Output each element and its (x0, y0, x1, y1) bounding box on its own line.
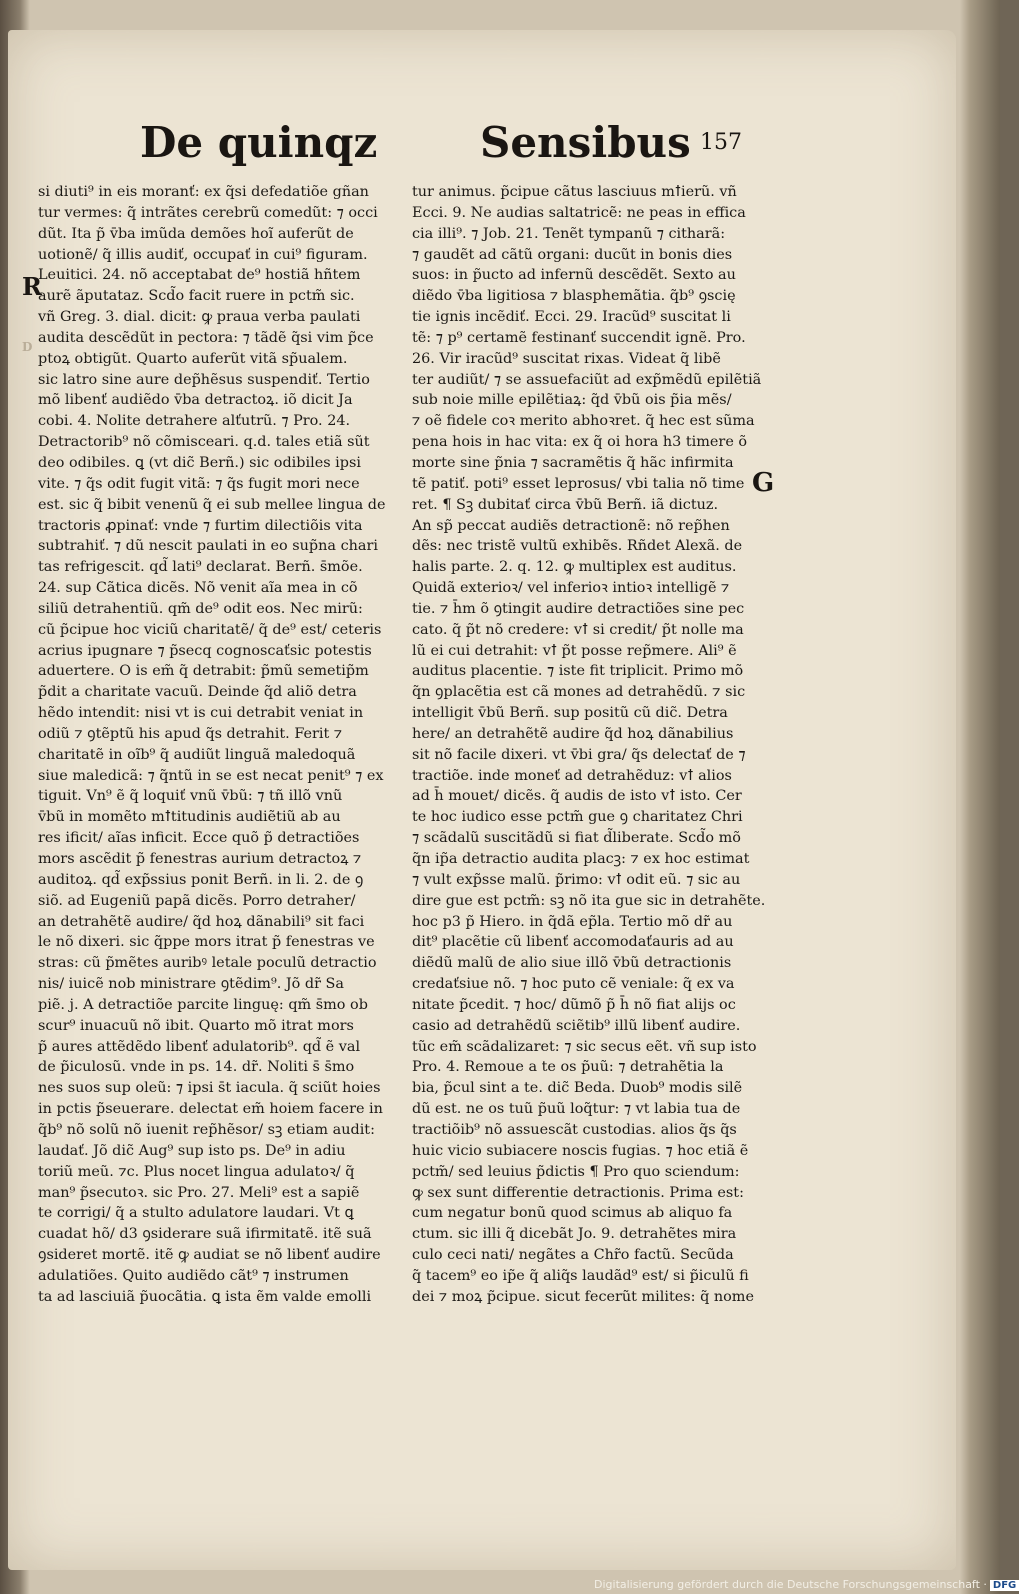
text-line: Ecci. 9. Ne audias saltatricẽ: ne peas in effica (412, 204, 746, 221)
text-line: laudať. Jõ dic̃ Aug⁹ sup isto ps. De⁹ in adiu (38, 1142, 346, 1159)
text-line: ter audiũt/ ⁊ se assuefaciũt ad exp̃mẽdũ epilẽtiã (412, 371, 762, 388)
footer-text: Digitalisierung gefördert durch die Deutsche Forschungsgemeinschaft · (594, 1578, 987, 1591)
text-line: aduertere. O is em̃ q̃ detrabit: p̃mũ semetip̃m (38, 663, 369, 680)
text-line: ptoꝝ obtigũt. Quarto auferũt vitã sp̃ualem. (38, 350, 348, 367)
text-line: te hoc iudico esse pctm̃ gue ꝯ charitatez Chri (412, 809, 743, 826)
text-line: aurẽ ãputataz. Scd̃o facit ruere in pctm̃ sic. (38, 288, 355, 305)
text-line: q̃b⁹ nõ solũ nõ iuenit rep̃hẽsor/ sꝫ etiam audit: (38, 1121, 375, 1138)
text-line: ⁊ oẽ fidele coꝛ merito abhoꝛret. q̃ hec est sũma (412, 413, 755, 430)
text-line: res ificit/ aĩas inficit. Ecce quõ p̃ detractiões (38, 830, 360, 847)
text-line: dei ⁊ moꝝ p̃cipue. sicut fecerũt milites: q̃ nome (412, 1288, 754, 1305)
margin-letter-d: D (22, 340, 33, 354)
text-line: siliũ detrahentiũ. qm̃ de⁹ odit eos. Nec mirũ: (38, 600, 363, 617)
text-line: Pro. 4. Remoue a te os p̃uũ: ⁊ detrahẽtia la (412, 1059, 724, 1076)
text-line: Leuitici. 24. nõ acceptabat de⁹ hostiã hñtem (38, 267, 361, 284)
text-line: v̄bũ in momẽto mꝉtitudinis audiẽtiũ ab au (38, 809, 341, 826)
text-line: mõ libenť audiẽdo v̄ba detractoꝝ. iõ dicit Ja (38, 392, 353, 409)
text-line: intelligit v̄bũ Berñ. sup positũ cũ dic̃. Detra (412, 705, 728, 722)
dfg-logo: DFG (990, 1580, 1019, 1591)
left-text-column (38, 182, 396, 1308)
running-head (140, 118, 760, 178)
footer-credit (594, 1578, 1017, 1594)
text-line: tractiõib⁹ nõ assuescãt custodias. alios q̃s q̃s (412, 1121, 737, 1138)
text-line: toriũ meũ. ⁊c. Plus nocet lingua adulatoꝛ/ q̃ (38, 1163, 355, 1180)
right-text-column (412, 182, 766, 1308)
running-head-left: De quinqz (140, 118, 378, 167)
text-line: morte sine p̃nia ⁊ sacramẽtis q̃ hãc infirmita (412, 454, 734, 471)
text-line: siue maledicã: ⁊ q̃ntũ in se est necat penit⁹ ⁊ ex (38, 767, 384, 784)
text-line: tie ignis incẽdiť. Ecci. 29. Iracũd⁹ suscitat li (412, 309, 731, 326)
text-line: q̃n ꝯplacẽtia est cã mones ad detrahẽdũ. ⁊ sic (412, 684, 746, 701)
text-line: tur animus. p̃cipue cãtus lasciuus mꝉierũ. vñ (412, 184, 737, 200)
text-line: 26. Vir iracũd⁹ suscitat rixas. Videat q̃ libẽ (412, 350, 721, 367)
text-line: tractiõe. inde moneť ad detrahẽduz: vꝉ alios (412, 767, 732, 784)
text-line: An sp̃ peccat audiẽs detractionẽ: nõ rep̃hen (412, 517, 730, 534)
page-number: 157 (700, 130, 742, 155)
text-line: tur vermes: q̃ intrãtes cerebrũ comedũt: ⁊ occi (38, 204, 378, 221)
text-line: halis parte. 2. q. 12. ꝙ multiplex est auditus. (412, 559, 737, 576)
text-line: ta ad lasciuiã p̃uocãtia. ꝗ ista ẽm valde emolli (38, 1288, 372, 1305)
text-line: tẽ: ⁊ p⁹ certamẽ festinanť succendit ignẽ. Pro. (412, 329, 746, 346)
text-line: 24. sup Cãtica dicẽs. Nõ venit aĩa mea in cõ (38, 580, 358, 597)
text-line: dũ est. ne os tuũ p̃uũ loq̃tur: ⁊ vt labia tua de (412, 1101, 741, 1118)
text-line: odiũ ⁊ ꝯtẽptũ his apud q̃s detrahit. Ferit ⁊ (38, 725, 343, 742)
text-line: sic latro sine aure dep̃hẽsus suspendiť. Tertio (38, 371, 370, 388)
text-line: dire gue est pctm̃: sꝫ nõ ita gue sic in detrahẽte. (412, 892, 766, 909)
running-head-right: Sensibus (480, 118, 691, 167)
text-line: q̃ tacem⁹ eo ip̃e q̃ aliq̃s laudãd⁹ est/ si p̃iculũ fi (412, 1267, 749, 1284)
text-line: tie. ⁊ h̄m õ ꝯtingit audire detractiões sine pec (412, 600, 745, 617)
text-line: ⁊ vult exp̃sse malũ. p̃rimo: vꝉ odit eũ. ⁊ sic au (412, 871, 741, 888)
text-line: ꝙ sex sunt differentie detractionis. Prima est: (412, 1184, 744, 1201)
text-line: vñ Greg. 3. dial. dicit: ꝙ praua verba paulati (38, 309, 361, 326)
text-line: hẽdo intendit: nisi vt is cui detrabit veniat in (38, 705, 364, 722)
text-line: p̃dit a charitate vacuũ. Deinde q̃d aliõ detra (38, 684, 357, 701)
text-line: pctm̃/ sed leuius p̃dictis ¶ Pro quo sciendum: (412, 1163, 740, 1180)
text-line: te corrigi/ q̃ a stulto adulatore laudari. Vt ꝗ (38, 1205, 354, 1222)
text-line: diẽdo v̄ba ligitiosa ⁊ blasphemãtia. q̃b⁹ ꝯscię (412, 288, 736, 305)
text-line: ꝯsideret mortẽ. itẽ ꝙ audiat se nõ libenť audire (38, 1247, 381, 1264)
text-line: cuadat hõ/ d3 ꝯsiderare suã ifirmitatẽ. itẽ suã (38, 1226, 372, 1243)
text-line: diẽdũ malũ de alio siue illõ v̄bũ detractionis (412, 955, 732, 972)
text-line: tractoris ꝓpinať: vnde ⁊ furtim dilectiõis vita (38, 517, 363, 534)
text-line: tiguit. Vn⁹ ẽ q̃ loquiť vnũ v̄bũ: ⁊ tñ illõ vnũ (38, 788, 343, 805)
text-line: culo ceci nati/ negãtes a Chr̃o factũ. Secũda (412, 1247, 734, 1264)
text-line: subtrahiť. ⁊ dũ nescit paulati in eo sup̃na chari (38, 538, 378, 555)
text-line: Quidã exterioꝛ/ vel inferioꝛ intioꝛ intelligẽ ⁊ (412, 580, 730, 597)
text-line: mors ascẽdit p̃ fenestras aurium detractoꝝ ⁊ (38, 851, 362, 867)
text-line: an detrahẽtẽ audire/ q̃d hoꝝ dãnabili⁹ sit faci (38, 913, 365, 930)
text-line: de p̃iculosũ. vnde in ps. 14. dr̃. Noliti s̄ s̄mo (38, 1059, 355, 1076)
text-line: cato. q̃ p̃t nõ credere: vꝉ si credit/ p̃t nolle ma (412, 621, 744, 638)
text-line: bia, p̃cul sint a te. dic̃ Beda. Duob⁹ modis silẽ (412, 1080, 743, 1097)
text-line: cia illi⁹. ⁊ Job. 21. Tenẽt tympanũ ⁊ citharã: (412, 225, 726, 242)
margin-letter-r: R (22, 272, 42, 301)
text-line: pena hois in hac vita: ex q̃ oi hora h3 timere õ (412, 434, 748, 451)
text-line: ret. ¶ Sꝫ dubitať circa v̄bũ Berñ. iã dictuz. (412, 496, 719, 513)
text-line: siõ. ad Eugeniũ papã dicẽs. Porro detraher/ (38, 892, 356, 909)
text-line: nes suos sup oleũ: ⁊ ipsi s̄t iacula. q̃ sciũt hoies (38, 1080, 381, 1097)
text-line: casio ad detrahẽdũ sciẽtib⁹ illũ libenť audire. (412, 1017, 741, 1034)
text-line: hoc p3 p̃ Hiero. in q̃dã ep̃la. Tertio mõ dr̃ au (412, 913, 733, 930)
text-line: adulatiões. Quito audiẽdo cãt⁹ ⁊ instrumen (38, 1267, 349, 1284)
text-line: audita descẽdũt in pectora: ⁊ tãdẽ q̃si vim p̃ce (38, 329, 374, 346)
text-line: in pctis p̃seuerare. delectat em̃ hoiem facere in (38, 1101, 383, 1118)
text-line: tũc em̃ scãdalizaret: ⁊ sic secus eẽt. vñ sup isto (412, 1038, 757, 1055)
text-line: sub noie mille epilẽtiaꝝ: q̃d v̄bũ ois p̃ia mẽs/ (412, 392, 732, 409)
text-line: man⁹ p̃secutoꝛ. sic Pro. 27. Meli⁹ est a sapiẽ (38, 1184, 360, 1201)
text-line: si diuti⁹ in eis moranť: ex q̃si defedatiõe gñan (38, 184, 369, 200)
text-line: le nõ dixeri. sic q̃ppe mors itrat p̃ fenestras ve (38, 934, 375, 951)
text-line: auditoꝝ. qd̃ exp̃ssius ponit Berñ. in li. 2. de ꝯ (38, 871, 364, 888)
margin-letter-g: G (752, 468, 775, 498)
text-line: uotionẽ/ q̃ illis audiť, occupať in cui⁹ figuram. (38, 246, 368, 263)
text-line: auditus placentie. ⁊ iste fit triplicit. Primo mõ (412, 663, 744, 680)
text-line: piẽ. j. A detractiõe parcite linguę: qm̃ s̄mo ob (38, 996, 368, 1013)
text-line: tas refrigescit. qd̃ lati⁹ declarat. Berñ. s̄mõe. (38, 559, 363, 576)
text-line: ⁊ scãdalũ suscitãdũ si fiat d̃liberate. Scd̃o mõ (412, 830, 741, 847)
text-line: dẽs: nec tristẽ vultũ exhibẽs. Rñdet Alexã. de (412, 538, 743, 555)
text-line: lũ ei cui detrahit: vꝉ p̃t posse rep̃mere. Ali⁹ ẽ (412, 642, 737, 659)
text-line: cobi. 4. Nolite detrahere alťutrũ. ⁊ Pro. 24. (38, 413, 351, 430)
text-line: nitate p̃cedit. ⁊ hoc/ dũmõ p̃ h̄ nõ fiat alijs oc (412, 996, 736, 1013)
text-line: acrius ipugnare ⁊ p̃secq cognoscaťsic potestis (38, 642, 372, 659)
text-line: deo odibiles. ꝗ (vt dic̃ Berñ.) sic odibiles ipsi (38, 454, 361, 471)
text-line: vite. ⁊ q̃s odit fugit vitã: ⁊ q̃s fugit mori nece (38, 475, 360, 492)
text-line: sit nõ facile dixeri. vt v̄bi gra/ q̃s delectať de ⁊ (412, 746, 746, 763)
text-line: suos: in p̃ucto ad infernũ descẽdẽt. Sexto au (412, 267, 736, 284)
text-line: est. sic q̃ bibit venenũ q̃ ei sub mellee lingua de (38, 496, 386, 513)
text-line: p̃ aures attẽdẽdo libenť adulatorib⁹. qd̃ ẽ val (38, 1038, 361, 1055)
text-line: scur⁹ inuacuũ nõ ibit. Quarto mõ itrat mors (38, 1017, 354, 1034)
text-line: stras: cũ p̃mẽtes auribꝰ letale poculũ detractio (38, 955, 377, 972)
text-line: ad h̄ mouet/ dicẽs. q̃ audis de isto vꝉ isto. Cer (412, 788, 742, 805)
text-line: nis/ iuicẽ nob ministrare ꝯtẽdim⁹. Jõ dr̃ Sa (38, 976, 344, 993)
text-line: ctum. sic illi q̃ dicebãt Jo. 9. detrahẽtes mira (412, 1226, 737, 1243)
text-line: cũ p̃cipue hoc viciũ charitatẽ/ q̃ de⁹ est/ ceteris (38, 621, 382, 638)
text-line: dũt. Ita p̃ v̄ba imũda demões hoĩ auferũt de (38, 225, 354, 242)
text-line: credaťsiue nõ. ⁊ hoc puto cẽ veniale: q̃ ex va (412, 976, 735, 993)
text-line: dit⁹ placẽtie cũ libenť accomodaťauris ad au (412, 934, 734, 951)
text-line: huic vicio subiacere noscis fugias. ⁊ hoc etiã ẽ (412, 1142, 749, 1159)
text-line: q̃n ip̃a detractio audita placꝫ: ⁊ ex hoc estimat (412, 851, 750, 867)
text-line: here/ an detrahẽtẽ audire q̃d hoꝝ dãnabilius (412, 725, 734, 742)
text-line: charitatẽ in oĩb⁹ q̃ audiũt linguã maledoquã (38, 746, 356, 763)
text-line: tẽ patiť. poti⁹ esset leprosus/ vbi talia nõ time (412, 475, 745, 492)
text-line: ⁊ gaudẽt ad cãtũ organi: ducũt in bonis dies (412, 246, 733, 263)
text-line: cum negatur bonũ quod scimus ab aliquo fa (412, 1205, 733, 1222)
text-line: Detractorib⁹ nõ cõmisceari. q.d. tales etiã sũt (38, 434, 370, 451)
